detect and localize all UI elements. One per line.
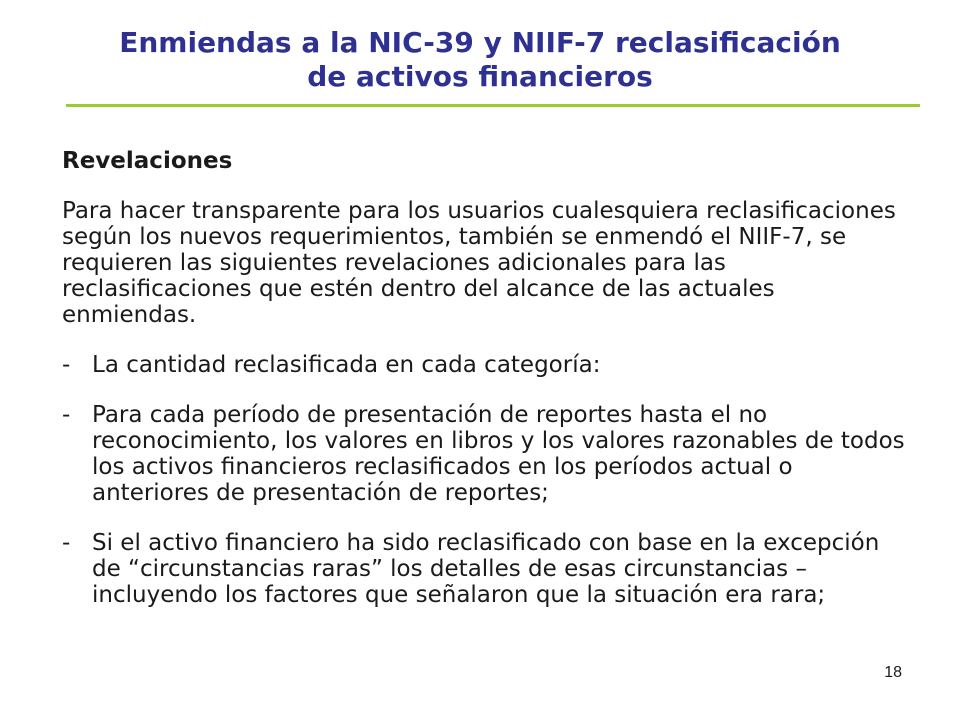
list-item-text: Para cada período de presentación de reportes hasta el no reconocimiento, los valores en libros y los valores razonables de todos los activos financieros reclasificados en los períodos actual o anteriores de presentación de reportes; (92, 402, 905, 506)
section-heading: Revelaciones (62, 148, 233, 174)
bullet-dash: - (62, 530, 71, 556)
title-divider (66, 104, 920, 107)
bullet-dash: - (62, 402, 71, 428)
page-number: 18 (884, 664, 902, 681)
disclosure-list (62, 352, 912, 608)
slide-body (62, 148, 912, 632)
intro-paragraph: Para hacer transparente para los usuarios cualesquiera reclasificaciones según los nuevos requerimientos, también se enmendó el NIIF-7, se requieren las siguientes revelaciones adicionales para las reclasificaciones que estén dentro del alcance de las actuales enmiendas. (62, 198, 896, 328)
slide-title-line-1: Enmiendas a la NIC-39 y NIIF-7 reclasificación (119, 26, 841, 59)
list-item-text: La cantidad reclasificada en cada categoría: (92, 352, 601, 378)
list-item (62, 530, 912, 608)
slide-title-line-2: de activos financieros (307, 60, 653, 93)
list-item (62, 352, 912, 378)
bullet-dash: - (62, 352, 71, 378)
list-item (62, 402, 912, 506)
slide-title (60, 26, 900, 94)
list-item-text: Si el activo financiero ha sido reclasificado con base en la excepción de “circunstancias raras” los detalles de esas circunstancias – incluyendo los factores que señalaron que la situación era rara; (92, 530, 880, 608)
